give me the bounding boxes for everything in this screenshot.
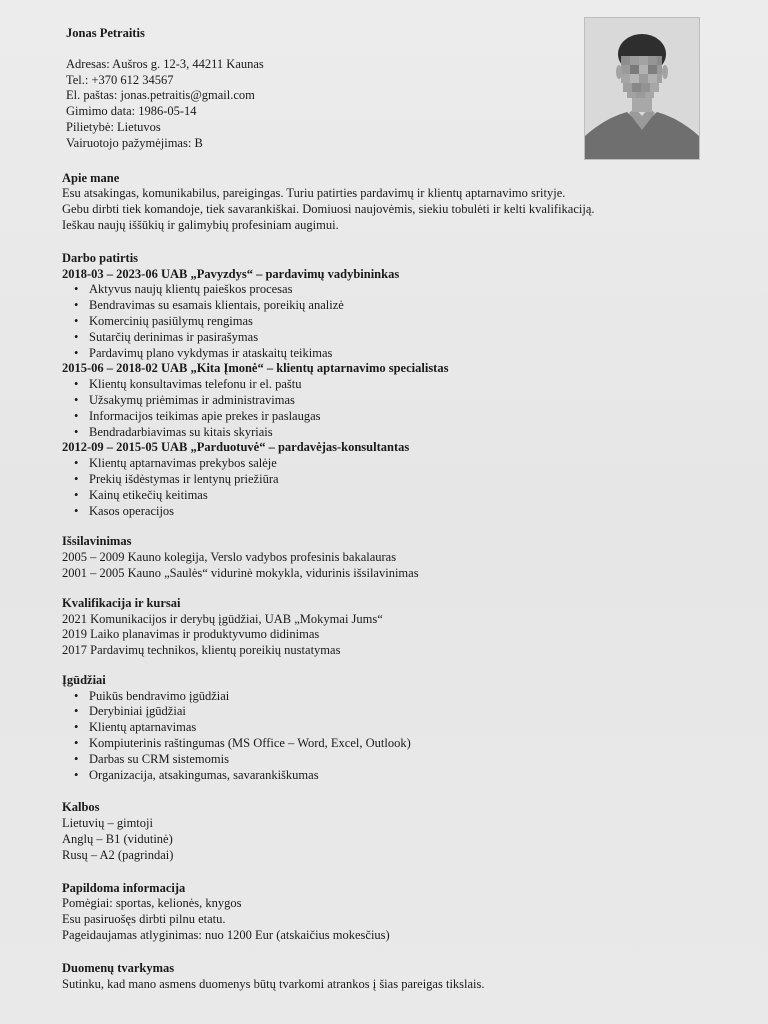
list-item: • Sutarčių derinimas ir pasirašymas [62, 330, 702, 346]
text-line: 2017 Pardavimų technikos, klientų poreikių nustatymas [62, 643, 341, 658]
list-item: • Organizacija, atsakingumas, savarankiškumas [62, 768, 702, 784]
section-heading: Kalbos [62, 800, 100, 815]
list-item: • Kasos operacijos [62, 504, 702, 520]
text-line: 2021 Komunikacijos ir derybų įgūdžiai, UAB „Mokymai Jums“ [62, 611, 383, 626]
phone-line: Tel.: +370 612 34567 [66, 72, 174, 87]
about-section [62, 171, 702, 234]
list-item: • Aktyvus naujų klientų paieškos procesas [62, 282, 702, 298]
skills-section [62, 673, 702, 784]
section-heading: Išsilavinimas [62, 534, 132, 549]
job-duties-list [62, 456, 702, 519]
text-line: Gebu dirbti tiek komandoje, tiek savarankiškai. Domiuosi naujovėmis, siekiu tobulėti ir kelti kvalifikaciją. [62, 202, 595, 217]
job-duties-list [62, 282, 702, 361]
list-item: • Puikūs bendravimo įgūdžiai [62, 689, 702, 705]
section-heading: Papildoma informacija [62, 880, 186, 895]
list-item: • Informacijos teikimas apie prekes ir paslaugas [62, 409, 702, 425]
list-item: • Klientų aptarnavimas [62, 720, 702, 736]
list-item: • Derybiniai įgūdžiai [62, 704, 702, 720]
job-duties-list [62, 377, 702, 440]
list-item: • Komercinių pasiūlymų rengimas [62, 314, 702, 330]
languages-section [62, 800, 702, 863]
contact-block [66, 57, 702, 152]
text-line: Esu pasiruošęs dirbti pilnu etatu. [62, 912, 226, 927]
list-item: • Klientų aptarnavimas prekybos salėje [62, 456, 702, 472]
section-heading: Kvalifikacija ir kursai [62, 595, 181, 610]
list-item: • Bendravimas su esamais klientais, poreikių analizė [62, 298, 702, 314]
person-name: Jonas Petraitis [66, 26, 145, 40]
text-line: Sutinku, kad mano asmens duomenys būtų tvarkomi atrankos į šias pareigas tikslais. [62, 976, 485, 991]
address-line: Adresas: Aušros g. 12-3, 44211 Kaunas [66, 56, 264, 71]
text-line: 2019 Laiko planavimas ir produktyvumo didinimas [62, 627, 320, 642]
text-line: Pageidaujamas atlyginimas: nuo 1200 Eur (atskaičius mokesčius) [62, 928, 390, 943]
list-item: • Pardavimų plano vykdymas ir ataskaitų teikimas [62, 346, 702, 362]
section-heading: Įgūdžiai [62, 672, 106, 687]
courses-section [62, 596, 702, 659]
text-line: Rusų – A2 (pagrindai) [62, 847, 174, 862]
consent-section [62, 961, 702, 993]
section-heading: Apie mane [62, 170, 120, 185]
extra-info-section [62, 881, 702, 944]
list-item: • Kompiuterinis raštingumas (MS Office – Word, Excel, Outlook) [62, 736, 702, 752]
text-line: Lietuvių – gimtoji [62, 816, 153, 831]
text-line: Pomėgiai: sportas, kelionės, knygos [62, 896, 242, 911]
text-line: 2005 – 2009 Kauno kolegija, Verslo vadybos profesinis bakalauras [62, 550, 397, 565]
list-item: • Prekių išdėstymas ir lentynų priežiūra [62, 472, 702, 488]
education-section [62, 534, 702, 581]
list-item: • Klientų konsultavimas telefonu ir el. paštu [62, 377, 702, 393]
text-line: Esu atsakingas, komunikabilus, pareigingas. Turiu patirties pardavimų ir klientų aptarnavimo srityje. [62, 186, 566, 201]
job-heading: 2012-09 – 2015-05 UAB „Parduotuvė“ – pardavėjas-konsultantas [62, 440, 410, 455]
citizenship-line: Pilietybė: Lietuvos [66, 119, 161, 134]
section-heading: Darbo patirtis [62, 250, 139, 265]
text-line: Ieškau naujų iššūkių ir galimybių profesiniam augimui. [62, 217, 339, 232]
list-item: • Darbas su CRM sistemomis [62, 752, 702, 768]
experience-section [62, 251, 702, 520]
text-line: 2001 – 2005 Kauno „Saulės“ vidurinė mokykla, vidurinis išsilavinimas [62, 565, 419, 580]
license-line: Vairuotojo pažymėjimas: B [66, 135, 203, 150]
list-item: • Užsakymų priėmimas ir administravimas [62, 393, 702, 409]
birth-date-line: Gimimo data: 1986-05-14 [66, 104, 197, 119]
cv-content [62, 26, 702, 992]
list-item: • Bendradarbiavimas su kitais skyriais [62, 425, 702, 441]
job-heading: 2018-03 – 2023-06 UAB „Pavyzdys“ – pardavimų vadybininkas [62, 266, 400, 281]
section-heading: Duomenų tvarkymas [62, 960, 175, 975]
skills-list [62, 689, 702, 784]
text-line: Anglų – B1 (vidutinė) [62, 832, 173, 847]
email-line: El. paštas: jonas.petraitis@gmail.com [66, 88, 255, 103]
job-heading: 2015-06 – 2018-02 UAB „Kita Įmonė“ – klientų aptarnavimo specialistas [62, 361, 449, 376]
list-item: • Kainų etikečių keitimas [62, 488, 702, 504]
